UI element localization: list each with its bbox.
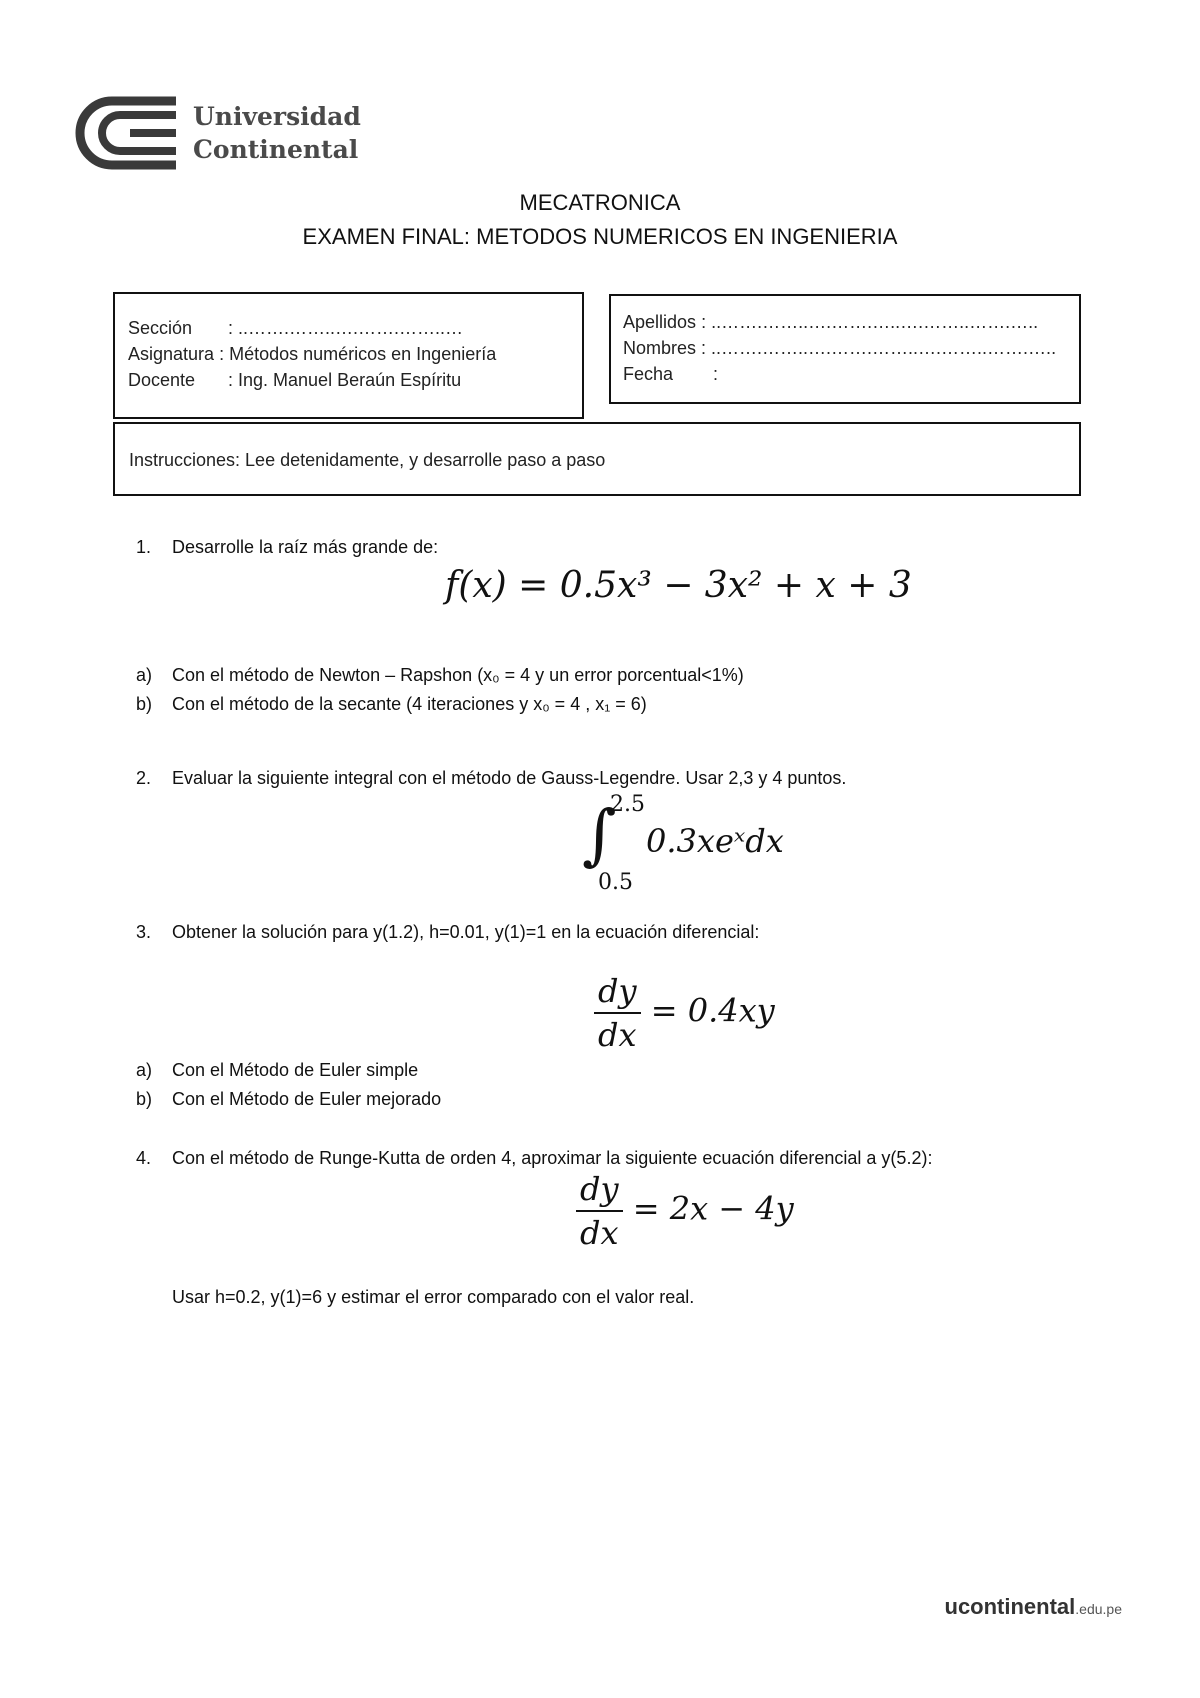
fecha-value[interactable]: :: [713, 364, 719, 384]
asignatura-label: Asignatura: [128, 344, 215, 364]
fecha-label: Fecha: [623, 364, 674, 384]
seccion-value: : ..…….……..….…….……..…: [228, 318, 464, 338]
question-text: Con el método de Runge-Kutta de orden 4, aproximar la siguiente ecuación diferencial a y(5.2):: [172, 1148, 933, 1168]
integral-sign-icon: ∫: [582, 796, 617, 873]
apellidos-label: Apellidos: [623, 312, 697, 332]
docente-row: [128, 367, 461, 393]
q1-formula: f(x) = 0.5x³ − 3x² + x + 3: [445, 565, 912, 606]
instructions-box: [113, 422, 1081, 496]
integral-upper-limit: 2.5: [610, 792, 645, 817]
asignatura-value: : Métodos numéricos en Ingeniería: [219, 344, 497, 364]
question-text: Obtener la solución para y(1.2), h=0.01, y(1)=1 en la ecuación diferencial:: [172, 922, 760, 942]
instructions-text: Instrucciones: Lee detenidamente, y desarrolle paso a paso: [129, 450, 606, 470]
question-3: [136, 922, 1096, 946]
q4-fraction: [576, 1170, 623, 1252]
footer-brand: [945, 1594, 1123, 1620]
option-label: b): [136, 694, 153, 714]
option-text: Con el Método de Euler simple: [172, 1060, 419, 1080]
q4-numerator: dy: [576, 1170, 623, 1212]
nombres-value[interactable]: : ..…….……..….…….……..….……..…….…..: [701, 338, 1057, 358]
q3-fraction: [594, 972, 641, 1054]
nombres-label: Nombres: [623, 338, 697, 358]
question-1: [136, 537, 1036, 561]
footer-domain: .edu.pe: [1075, 1601, 1122, 1617]
question-number: 1.: [136, 537, 152, 557]
logo-line-2: Continental: [193, 135, 359, 164]
asignatura-row: [128, 341, 496, 367]
question-number: 4.: [136, 1148, 152, 1168]
docente-label: Docente: [128, 370, 196, 390]
q4-denominator: dx: [580, 1214, 619, 1252]
option-text: Con el Método de Euler mejorado: [172, 1089, 442, 1109]
docente-value: : Ing. Manuel Beraún Espíritu: [228, 370, 462, 390]
question-4: [136, 1148, 1096, 1172]
integral-lower-limit: 0.5: [598, 870, 633, 895]
question-number: 3.: [136, 922, 152, 942]
question-2: [136, 768, 1096, 792]
q3-option-b: [136, 1089, 1036, 1113]
nombres-row: [623, 335, 1056, 361]
q4-rhs: = 2x − 4y: [632, 1189, 794, 1228]
fecha-row: [623, 361, 718, 387]
seccion-label: Sección: [128, 318, 193, 338]
apellidos-row: [623, 309, 1038, 335]
student-info-box: [609, 294, 1081, 404]
option-label: a): [136, 1060, 153, 1080]
footer-brand-name: ucontinental: [944, 1594, 1076, 1619]
q1-option-a: [136, 665, 1036, 689]
course-info-box: [113, 292, 584, 419]
option-label: b): [136, 1089, 153, 1109]
logo-line-1: Universidad: [193, 102, 361, 131]
question-text: Evaluar la siguiente integral con el método de Gauss-Legendre. Usar 2,3 y 4 puntos.: [172, 768, 847, 788]
q3-equation: [594, 972, 775, 1054]
question-number: 2.: [136, 768, 152, 788]
university-logo-icon: [74, 95, 178, 171]
option-label: a): [136, 665, 153, 685]
q3-option-a: [136, 1060, 1036, 1084]
university-logo-text: [193, 100, 361, 166]
q1-option-b: [136, 694, 1036, 718]
option-text: Con el método de la secante (4 iteraciones y x₀ = 4 , x₁ = 6): [172, 694, 647, 714]
apellidos-value[interactable]: : ..…….……..….…….…..….……..…….…..: [701, 312, 1039, 332]
seccion-row: [128, 315, 463, 341]
q4-equation: [576, 1170, 794, 1252]
q4-note: Usar h=0.2, y(1)=6 y estimar el error comparado con el valor real.: [172, 1287, 695, 1307]
option-text: Con el método de Newton – Rapshon (x₀ = 4 y un error porcentual<1%): [172, 665, 744, 685]
integrand: 0.3xeˣdx: [646, 822, 784, 860]
exam-subtitle: EXAMEN FINAL: METODOS NUMERICOS EN INGENIERIA: [302, 224, 898, 249]
page-title: MECATRONICA: [519, 190, 681, 215]
q3-rhs: = 0.4xy: [650, 991, 775, 1030]
question-text: Desarrolle la raíz más grande de:: [172, 537, 439, 557]
q3-numerator: dy: [594, 972, 641, 1014]
q3-denominator: dx: [598, 1016, 637, 1054]
